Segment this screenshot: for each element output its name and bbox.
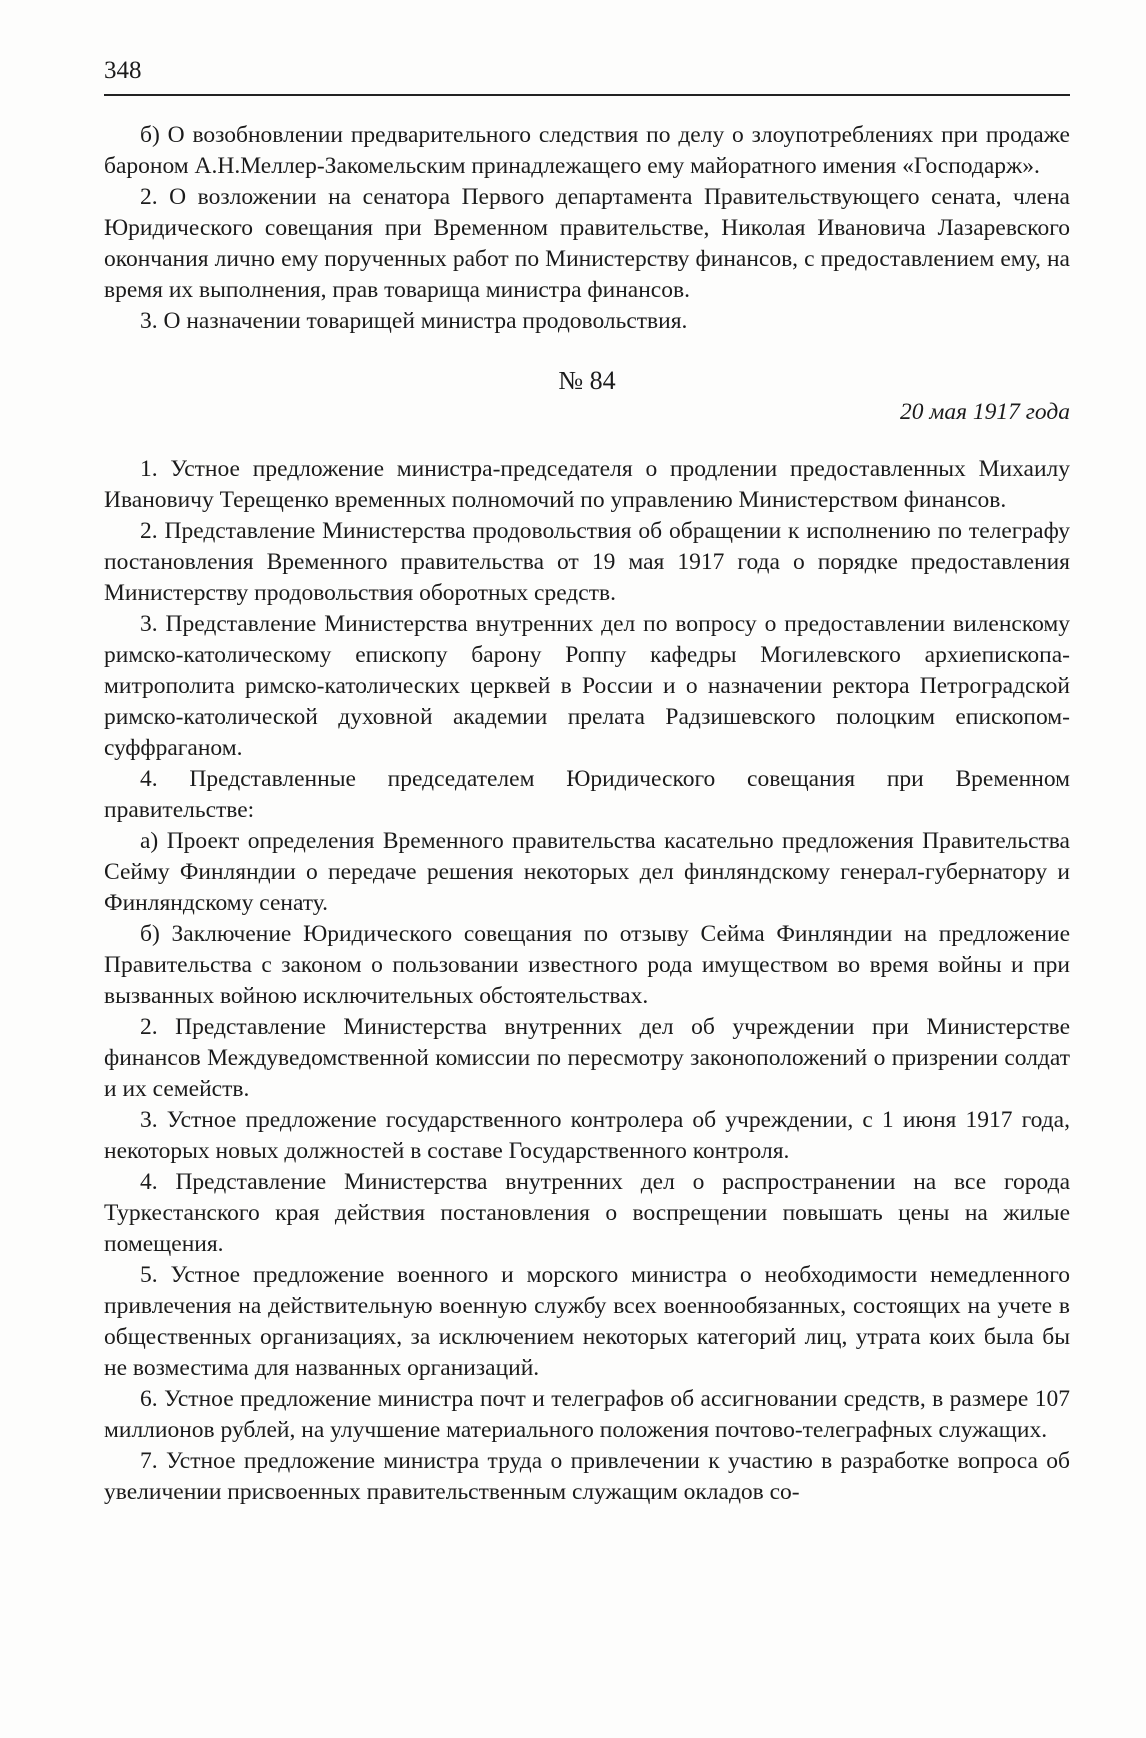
paragraph: 6. Устное предложение министра почт и телеграфов об ассигновании средств, в размере 107 миллионов рублей, на улучшение материального положения почтово-телеграфных служащих. [104, 1386, 1070, 1443]
paragraph: 4. Представление Министерства внутренних дел о распространении на все города Туркестанского края действия постановления о воспрещении повышать цены на жилые помещения. [104, 1169, 1070, 1257]
header-rule [104, 94, 1070, 96]
paragraph: 1. Устное предложение министра-председателя о продлении предоставленных Михаилу Ивановичу Терещенко временных полномочий по управлению Министерством финансов. [104, 456, 1070, 513]
paragraph: 5. Устное предложение военного и морского министра о необходимости немедленного привлечения на действительную военную службу всех военнообязанных, состоящих на учете в общественных организациях, за исключением некоторых категорий лиц, утрата коих была бы не возместима для названных организаций. [104, 1262, 1070, 1381]
paragraph: б) О возобновлении предварительного следствия по делу о злоупотреблениях при продаже бароном А.Н.Меллер-Закомельским принадлежащего ему майоратного имения «Господарж». [104, 122, 1070, 179]
document-number: № 84 [558, 366, 616, 395]
paragraph: 2. Представление Министерства продовольствия об обращении к исполнению по телеграфу постановления Временного правительства от 19 мая 1917 года о порядке предоставления Министерству продовольствия оборотных средств. [104, 518, 1070, 606]
paragraph: 2. О возложении на сенатора Первого департамента Правительствующего сената, члена Юридического совещания при Временном правительстве, Николая Ивановича Лазаревского окончания лично ему порученных работ по Министерству финансов, с предоставлением ему, на время их выполнения, прав товарища министра финансов. [104, 184, 1070, 303]
paragraph: б) Заключение Юридического совещания по отзыву Сейма Финляндии на предложение Правительства с законом о пользовании известного рода имуществом во время войны и при вызванных войною исключительных обстоятельствах. [104, 921, 1070, 1009]
paragraph: 7. Устное предложение министра труда о привлечении к участию в разработке вопроса об увеличении присвоенных правительственным служащим окладов со- [104, 1448, 1070, 1505]
paragraph: 3. О назначении товарищей министра продовольствия. [140, 308, 688, 334]
paragraph: а) Проект определения Временного правительства касательно предложения Правительства Сейму Финляндии о передаче решения некоторых дел финляндскому генерал-губернатору и Финляндскому сенату. [104, 828, 1070, 916]
paragraph: 3. Представление Министерства внутренних дел по вопросу о предоставлении виленскому римско-католическому епископу барону Роппу кафедры Могилевского архиепископа-митрополита римско-католических церквей в России и о назначении ректора Петроградской римско-католической духовной академии прелата Радзишевского полоцким епископом-суффраганом. [104, 611, 1070, 761]
document-body [104, 120, 1070, 1508]
page-number: 348 [104, 57, 142, 84]
paragraph: 4. Представленные председателем Юридического совещания при Временном правительстве: [104, 766, 1070, 823]
paragraph: 3. Устное предложение государственного контролера об учреждении, с 1 июня 1917 года, некоторых новых должностей в составе Государственного контроля. [104, 1107, 1070, 1164]
paragraph: 2. Представление Министерства внутренних дел об учреждении при Министерстве финансов Междуведомственной комиссии по пересмотру законоположений о призрении солдат и их семейств. [104, 1014, 1070, 1102]
document-date: 20 мая 1917 года [899, 399, 1070, 425]
